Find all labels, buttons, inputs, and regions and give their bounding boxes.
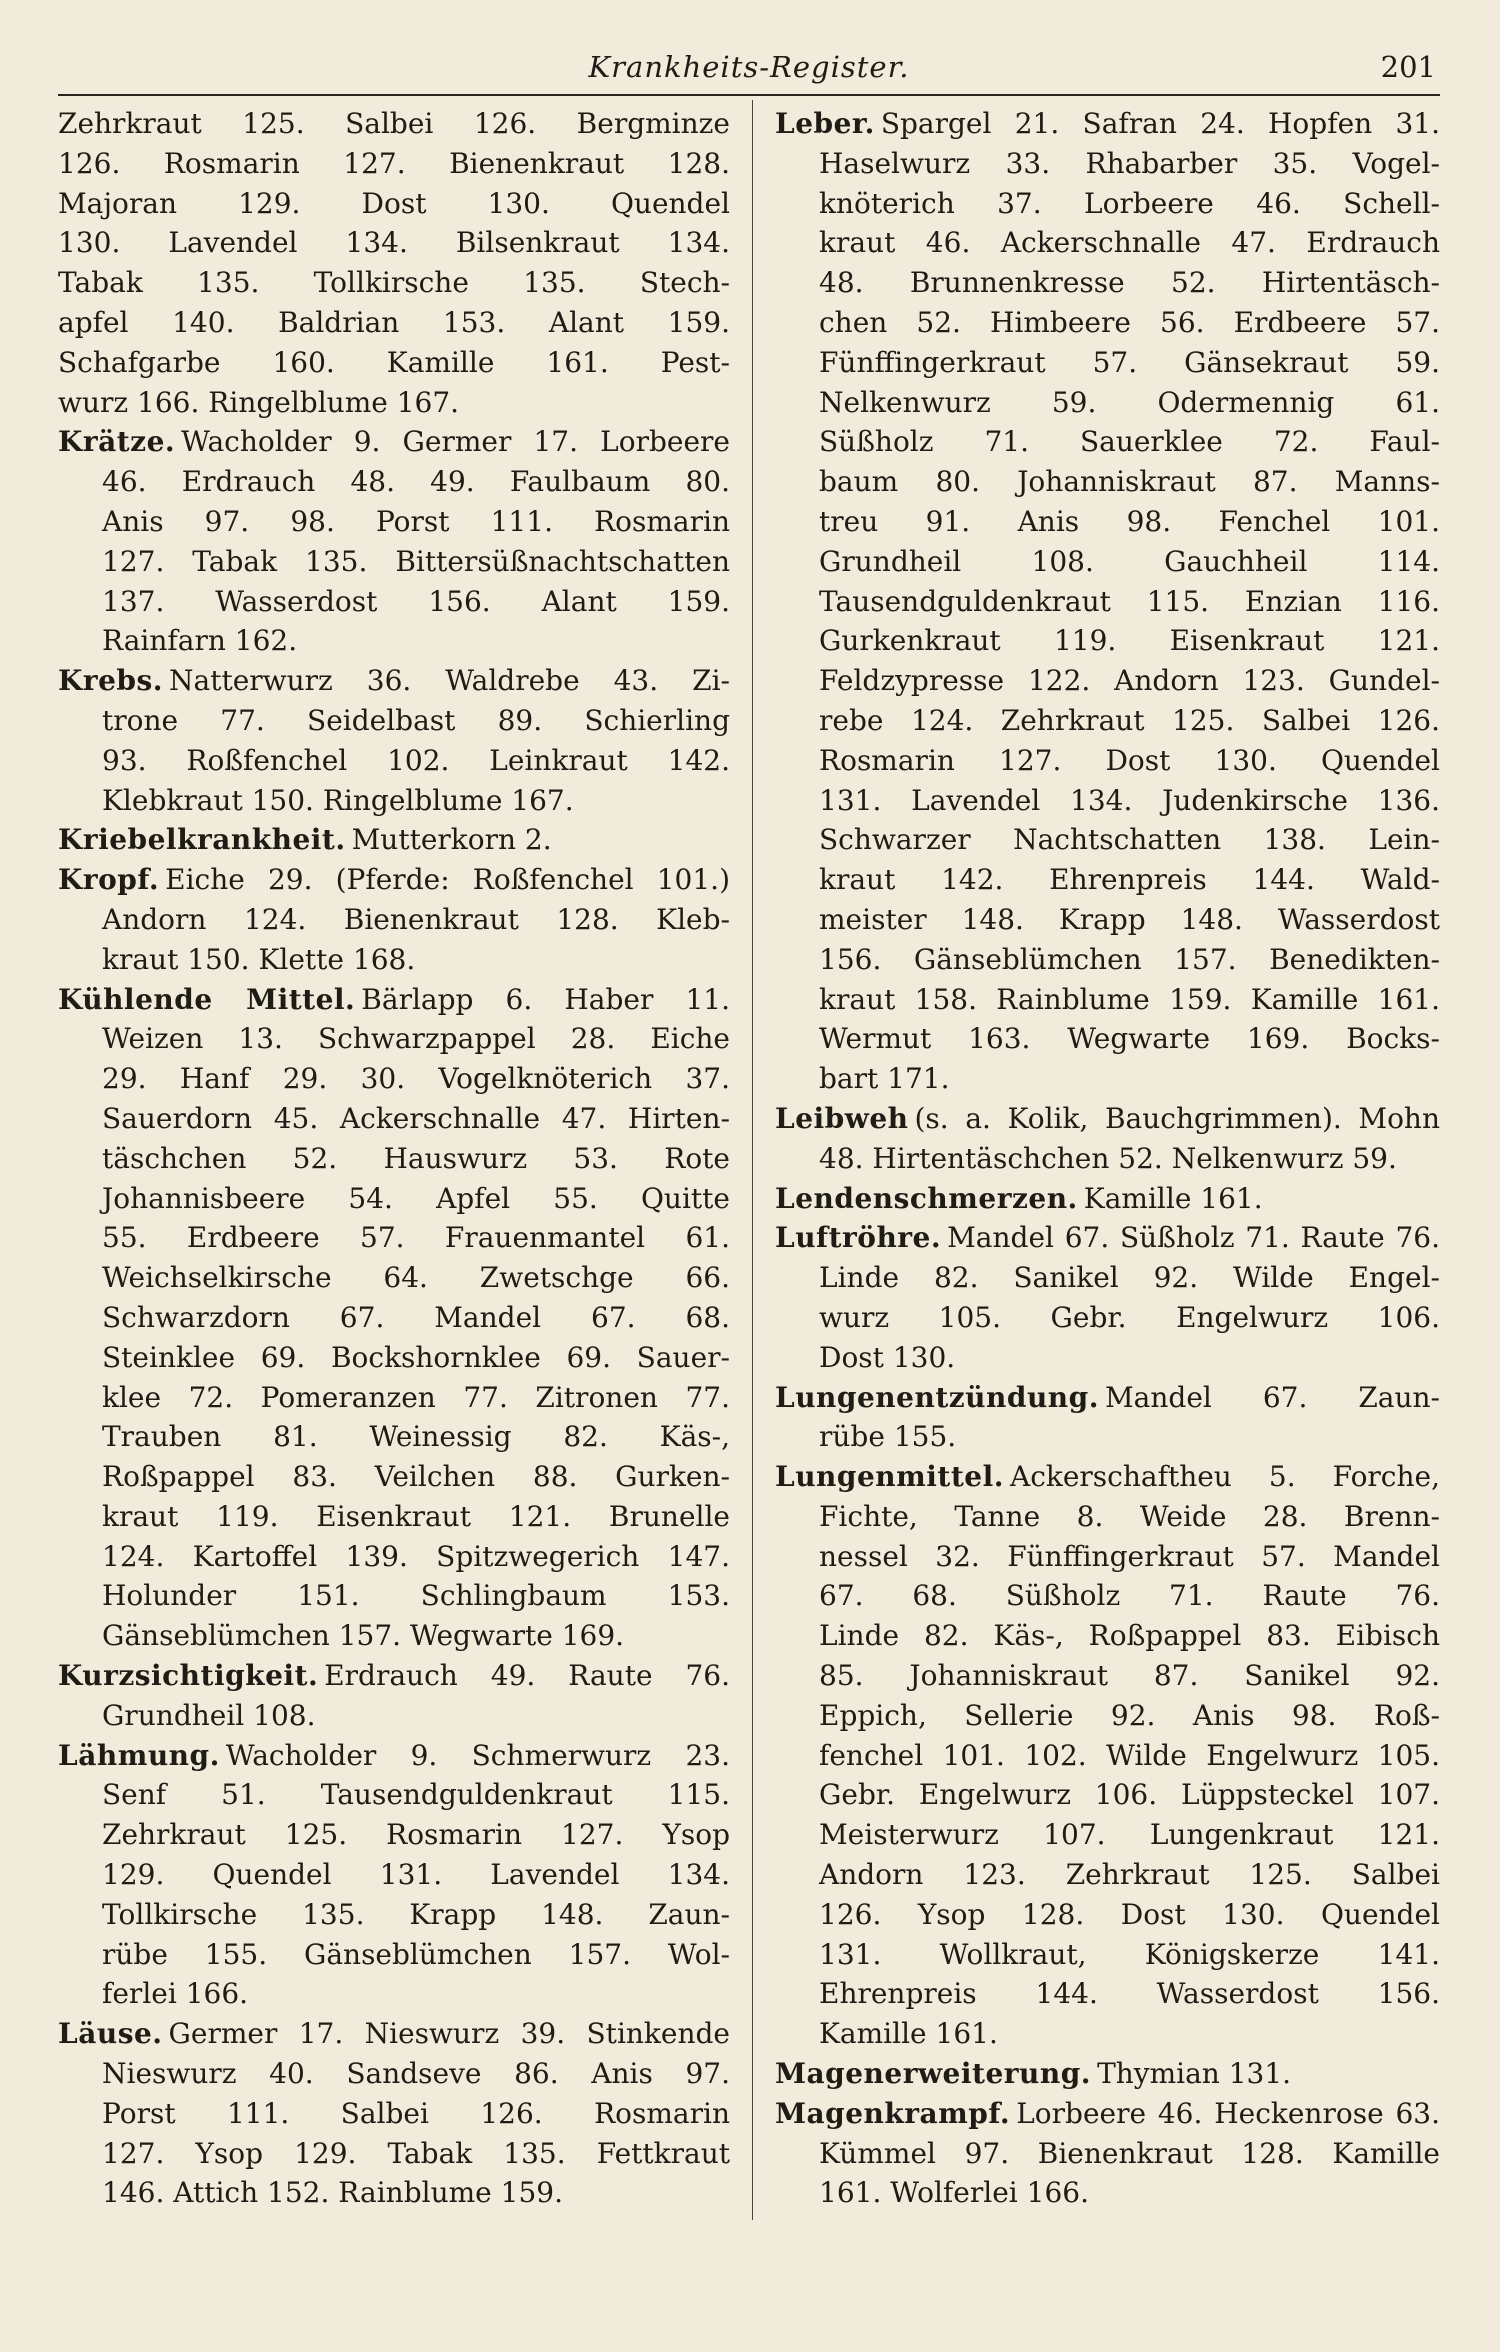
index-line-text: 146. Attich 152. Rainblume 159. xyxy=(102,2176,563,2210)
index-line-text: kraut 142. Ehrenpreis 144. Wald- xyxy=(819,863,1440,897)
index-line-text: Porst 111. Salbei 126. Rosmarin xyxy=(102,2096,730,2130)
index-line-text: 124. Kartoffel 139. Spitzwegerich 147. xyxy=(102,1539,730,1573)
index-entry xyxy=(775,1378,1440,1458)
index-line-text: Lorbeere 46. Heckenrose 63. xyxy=(1016,2096,1440,2130)
index-line-text: Germer 17. Nieswurz 39. Stinkende xyxy=(168,2017,730,2051)
index-entry xyxy=(775,1179,1440,1219)
index-line-text: Tausendguldenkraut 115. Enzian 116. xyxy=(819,584,1440,618)
index-line-text: kraut 158. Rainblume 159. Kamille 161. xyxy=(819,982,1440,1016)
index-line-text: Roßpappel 83. Veilchen 88. Gurken- xyxy=(102,1460,730,1494)
index-headword: Krätze. xyxy=(58,425,176,459)
index-line-text: Feldzypresse 122. Andorn 123. Gundel- xyxy=(819,664,1440,698)
index-line-text: Kamille 161. xyxy=(1083,1181,1263,1215)
index-line-text: 48. Brunnenkresse 52. Hirtentäsch- xyxy=(819,266,1440,300)
index-line-text: Nelkenwurz 59. Odermennig 61. xyxy=(819,385,1440,419)
index-line-text: Weizen 13. Schwarzpappel 28. Eiche xyxy=(102,1022,730,1056)
index-headword: Magenerweiterung. xyxy=(775,2057,1092,2091)
header-rule xyxy=(58,94,1440,96)
index-line-text: Mutterkorn 2. xyxy=(351,823,552,857)
index-line-text: ferlei 166. xyxy=(102,1977,249,2011)
index-line-text: 85. Johanniskraut 87. Sanikel 92. xyxy=(819,1659,1440,1693)
index-headword: Kropf. xyxy=(58,863,160,897)
index-line-text: 46. Erdrauch 48. 49. Faulbaum 80. xyxy=(102,465,730,499)
index-line-text: Majoran 129. Dost 130. Quendel xyxy=(58,186,730,220)
page-number: 201 xyxy=(1380,50,1436,84)
index-line-text: Grundheil 108. xyxy=(102,1698,316,1732)
index-line-text: Thymian 131. xyxy=(1097,2057,1292,2091)
index-line-text: Tollkirsche 135. Krapp 148. Zaun- xyxy=(102,1897,730,1931)
index-line-text: Klebkraut 150. Ringelblume 167. xyxy=(102,783,574,817)
index-line-text: 131. Lavendel 134. Judenkirsche 136. xyxy=(819,783,1440,817)
index-entry xyxy=(775,1457,1440,2054)
index-line-text: Rainfarn 162. xyxy=(102,624,298,658)
index-line-text: 130. Lavendel 134. Bilsenkraut 134. xyxy=(58,226,730,260)
index-entry xyxy=(58,1656,730,1736)
index-headword: Luftröhre. xyxy=(775,1221,942,1255)
index-line-text: 161. Wolferlei 166. xyxy=(819,2176,1089,2210)
index-line-text: rebe 124. Zehrkraut 125. Salbei 126. xyxy=(819,703,1440,737)
index-line-text: Wacholder 9. Germer 17. Lorbeere xyxy=(181,425,730,459)
index-line-text: kraut 150. Klette 168. xyxy=(102,942,416,976)
index-line-text: klee 72. Pomeranzen 77. Zitronen 77. xyxy=(102,1380,730,1414)
index-line-text: rübe 155. Gänseblümchen 157. Wol- xyxy=(102,1937,730,1971)
index-headword: Lungenentzündung. xyxy=(775,1380,1099,1414)
index-line-text: 126. Ysop 128. Dost 130. Quendel xyxy=(819,1897,1440,1931)
index-line-text: 129. Quendel 131. Lavendel 134. xyxy=(102,1858,730,1892)
index-entry xyxy=(775,1218,1440,1377)
index-line-text: 126. Rosmarin 127. Bienenkraut 128. xyxy=(58,146,730,180)
index-line-text: Holunder 151. Schlingbaum 153. xyxy=(102,1579,730,1613)
index-line-text: 29. Hanf 29. 30. Vogelknöterich 37. xyxy=(102,1062,730,1096)
index-line-text: 67. 68. Süßholz 71. Raute 76. xyxy=(819,1579,1440,1613)
index-line-text: Sauerdorn 45. Ackerschnalle 47. Hirten- xyxy=(102,1101,730,1135)
right-column xyxy=(775,104,1440,2213)
index-entry xyxy=(775,104,1440,1099)
index-headword: Läuse. xyxy=(58,2017,163,2051)
index-line-text: 48. Hirtentäschchen 52. Nelkenwurz 59. xyxy=(819,1141,1397,1175)
index-line-text: Grundheil 108. Gauchheil 114. xyxy=(819,544,1440,578)
index-line-text: Ackerschafthеu 5. Forche, xyxy=(1009,1460,1440,1494)
index-line-text: Eppich, Sellerie 92. Anis 98. Roß- xyxy=(819,1698,1440,1732)
index-line-text: treu 91. Anis 98. Fenchel 101. xyxy=(819,504,1440,538)
index-headword: Lungenmittel. xyxy=(775,1460,1004,1494)
index-line-text: Mandel 67. Zaun- xyxy=(1105,1380,1440,1414)
index-line-text: Wermut 163. Wegwarte 169. Bocks- xyxy=(819,1022,1440,1056)
index-entry xyxy=(58,661,730,820)
index-line-text: wurz 105. Gebr. Engelwurz 106. xyxy=(819,1300,1440,1334)
index-line-text: baum 80. Johanniskraut 87. Manns- xyxy=(819,465,1440,499)
index-line-text: 137. Wasserdost 156. Alant 159. xyxy=(102,584,730,618)
index-line-text: täschchen 52. Hauswurz 53. Rote xyxy=(102,1141,730,1175)
index-line-text: Natterwurz 36. Waldrebe 43. Zi- xyxy=(169,664,730,698)
index-line-text: trone 77. Seidelbast 89. Schierling xyxy=(102,703,730,737)
index-line-text: Andorn 123. Zehrkraut 125. Salbei xyxy=(819,1858,1440,1892)
index-entry xyxy=(58,104,730,422)
index-line-text: kraut 119. Eisenkraut 121. Brunelle xyxy=(102,1499,730,1533)
index-headword: Kurzsichtigkeit. xyxy=(58,1659,319,1693)
index-line-text: Johannisbeere 54. Apfel 55. Quitte xyxy=(102,1181,730,1215)
index-entry xyxy=(775,1099,1440,1179)
index-line-text: Schafgarbe 160. Kamille 161. Pest- xyxy=(58,345,730,379)
index-line-text: Andorn 124. Bienenkraut 128. Kleb- xyxy=(102,902,730,936)
index-line-text: meister 148. Krapp 148. Wasserdost xyxy=(819,902,1440,936)
index-line-text: kraut 46. Ackerschnalle 47. Erdrauch xyxy=(819,226,1440,260)
left-column xyxy=(58,104,730,2213)
index-line-text: Gänseblümchen 157. Wegwarte 169. xyxy=(102,1619,625,1653)
index-line-text: Zehrkraut 125. Rosmarin 127. Ysop xyxy=(102,1818,730,1852)
index-line-text: 93. Roßfenchel 102. Leinkraut 142. xyxy=(102,743,730,777)
index-entry xyxy=(58,820,730,860)
index-line-text: nessel 32. Fünffingerkraut 57. Mandel xyxy=(819,1539,1440,1573)
index-line-text: Gebr. Engelwurz 106. Lüppstеckel 107. xyxy=(819,1778,1440,1812)
index-line-text: Tabak 135. Tollkirsche 135. Stech- xyxy=(58,266,730,300)
index-entry xyxy=(58,1736,730,2015)
index-line-text: Weichselkirsche 64. Zwetschge 66. xyxy=(102,1261,730,1295)
index-headword: Kühlende Mittel. xyxy=(58,982,356,1016)
index-line-text: rübe 155. xyxy=(819,1420,957,1454)
index-line-text: Kamille 161. xyxy=(819,2017,998,2051)
index-headword: Leber. xyxy=(775,107,875,140)
index-line-text: 55. Erdbeere 57. Frauenmantel 61. xyxy=(102,1221,730,1255)
running-head-title: Krankheits-Register. xyxy=(588,50,910,84)
index-line-text: Anis 97. 98. Porst 111. Rosmarin xyxy=(102,504,730,538)
index-entry xyxy=(775,2054,1440,2094)
index-line-text: Linde 82. Sanikel 92. Wilde Engel- xyxy=(819,1261,1440,1295)
index-entry xyxy=(58,980,730,1657)
index-line-text: (s. a. Kolik, Bauchgrimmen). Mohn xyxy=(914,1101,1440,1135)
index-line-text: Haselwurz 33. Rhabarber 35. Vogel- xyxy=(819,146,1440,180)
index-headword: Kriebelkrankheit. xyxy=(58,823,346,857)
index-line-text: 156. Gänseblümchen 157. Benedikten- xyxy=(819,942,1440,976)
index-line-text: Zehrkraut 125. Salbei 126. Bergminze xyxy=(58,107,730,140)
index-line-text: Nieswurz 40. Sandseve 86. Anis 97. xyxy=(102,2057,730,2091)
index-headword: Magenkrampf. xyxy=(775,2096,1011,2130)
index-line-text: 131. Wollkraut, Königskerze 141. xyxy=(819,1937,1440,1971)
index-line-text: Dost 130. xyxy=(819,1340,956,1374)
index-line-text: Spargel 21. Safran 24. Hopfen 31. xyxy=(880,107,1440,140)
index-line-text: Kümmel 97. Bienenkraut 128. Kamille xyxy=(819,2136,1440,2170)
index-line-text: Ehrenpreis 144. Wasserdost 156. xyxy=(819,1977,1440,2011)
index-line-text: Eiche 29. (Pferde: Roßfenchel 101.) xyxy=(165,863,730,897)
index-headword: Leibweh xyxy=(775,1101,909,1135)
index-line-text: Wacholder 9. Schmerwurz 23. xyxy=(225,1738,730,1772)
index-line-text: 127. Tabak 135. Bittersüßnachtschatten xyxy=(102,544,730,578)
index-line-text: Erdrauch 49. Raute 76. xyxy=(324,1659,730,1693)
index-line-text: Senf 51. Tausendguldenkraut 115. xyxy=(102,1778,730,1812)
index-entry xyxy=(775,2094,1440,2213)
index-line-text: Linde 82. Käs-, Roßpappel 83. Eibisch xyxy=(819,1619,1440,1653)
index-entry xyxy=(58,2014,730,2213)
index-line-text: Fichte, Tanne 8. Weide 28. Brenn- xyxy=(819,1499,1440,1533)
index-line-text: knöterich 37. Lorbeere 46. Schell- xyxy=(819,186,1440,220)
index-entry xyxy=(58,860,730,979)
index-line-text: fenchel 101. 102. Wilde Engelwurz 105. xyxy=(819,1738,1440,1772)
index-line-text: bart 171. xyxy=(819,1062,950,1096)
running-head xyxy=(58,46,1440,92)
index-line-text: wurz 166. Ringelblume 167. xyxy=(58,385,460,419)
index-headword: Krebs. xyxy=(58,664,163,698)
index-line-text: Steinklee 69. Bockshornklee 69. Sauer- xyxy=(102,1340,730,1374)
index-line-text: Meisterwurz 107. Lungenkraut 121. xyxy=(819,1818,1440,1852)
index-line-text: Süßholz 71. Sauerklee 72. Faul- xyxy=(819,425,1440,459)
index-line-text: Bärlapp 6. Haber 11. xyxy=(361,982,730,1016)
index-line-text: Rosmarin 127. Dost 130. Quendel xyxy=(819,743,1440,777)
index-line-text: apfel 140. Baldrian 153. Alant 159. xyxy=(58,305,730,339)
column-divider xyxy=(752,100,753,2220)
index-line-text: Schwarzer Nachtschatten 138. Lein- xyxy=(819,823,1440,857)
index-headword: Lähmung. xyxy=(58,1738,220,1772)
index-line-text: chen 52. Himbeere 56. Erdbeere 57. xyxy=(819,305,1440,339)
index-line-text: Mandel 67. Süßholz 71. Raute 76. xyxy=(947,1221,1440,1255)
index-line-text: Trauben 81. Weinessig 82. Käs-, xyxy=(102,1420,730,1454)
index-line-text: Gurkenkraut 119. Eisenkraut 121. xyxy=(819,624,1440,658)
index-headword: Lendenschmerzen. xyxy=(775,1181,1078,1215)
index-line-text: Schwarzdorn 67. Mandel 67. 68. xyxy=(102,1300,730,1334)
index-line-text: Fünffingerkraut 57. Gänsekraut 59. xyxy=(819,345,1440,379)
index-entry xyxy=(58,422,730,661)
index-line-text: 127. Ysop 129. Tabak 135. Fettkraut xyxy=(102,2136,730,2170)
